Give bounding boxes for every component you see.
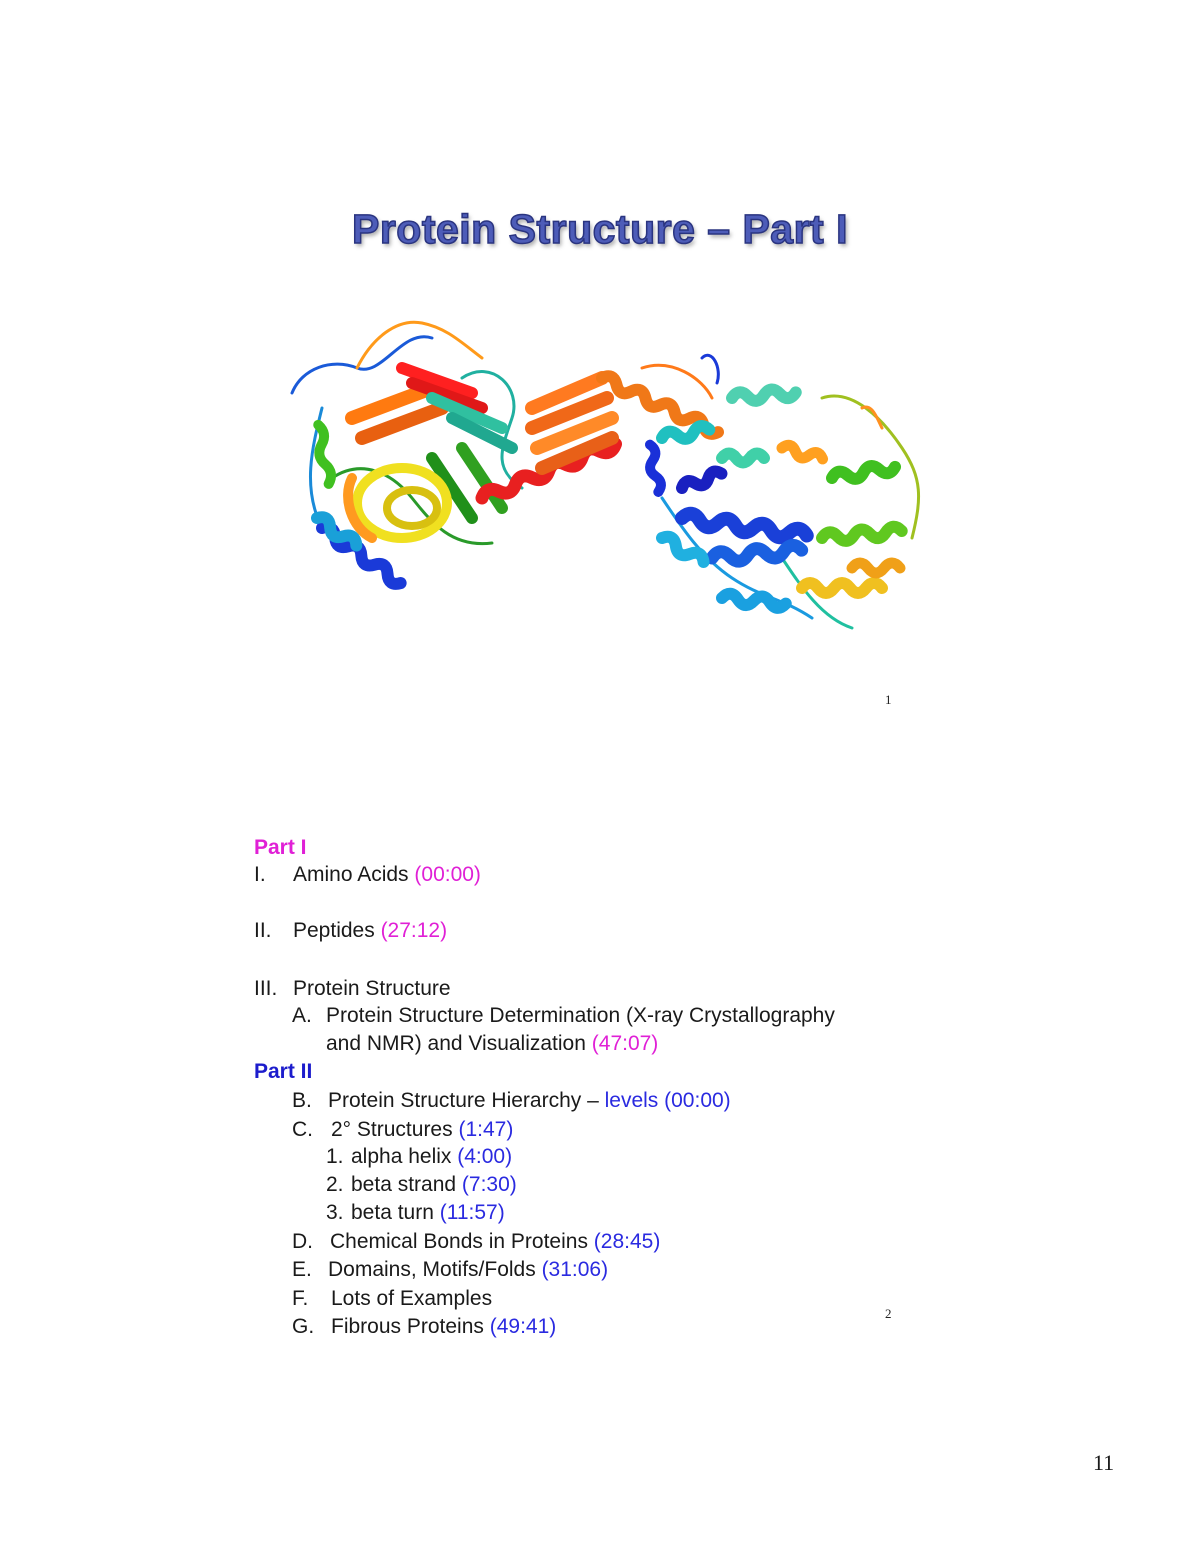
item-text: beta strand	[351, 1173, 462, 1196]
item-text: Amino Acids	[293, 863, 415, 886]
item-marker: F.	[292, 1287, 309, 1310]
item-time: (31:06)	[541, 1258, 609, 1281]
item-text: beta turn	[351, 1201, 440, 1224]
item-text: Protein Structure Determination (X-ray Crystallography	[326, 1004, 835, 1027]
item-text: Peptides	[293, 919, 381, 942]
slide-number: 1	[885, 692, 892, 707]
slide-number: 2	[885, 1306, 892, 1321]
item-text: Protein Structure	[293, 977, 451, 1000]
outline-item	[292, 1230, 660, 1254]
item-time: (00:00)	[414, 863, 481, 886]
item-time: (28:45)	[593, 1230, 661, 1253]
item-marker: 1.	[326, 1145, 344, 1168]
item-text: Chemical Bonds in Proteins	[330, 1230, 594, 1253]
item-time: (27:12)	[380, 919, 448, 942]
outline-item	[254, 919, 447, 943]
item-marker: III.	[254, 977, 278, 1000]
item-time: (4:00)	[457, 1145, 513, 1168]
item-marker: I.	[254, 863, 266, 886]
item-marker: G.	[292, 1315, 315, 1338]
item-text: Protein Structure Hierarchy –	[328, 1089, 605, 1112]
item-text: alpha helix	[351, 1145, 458, 1168]
protein-ribbon-structure-icon	[262, 298, 952, 663]
item-text: and NMR) and Visualization	[326, 1032, 592, 1055]
part1-heading: Part I	[254, 836, 307, 859]
item-text: Fibrous Proteins	[331, 1315, 490, 1338]
item-time: (49:41)	[489, 1315, 557, 1338]
item-time: (11:57)	[439, 1201, 505, 1224]
item-marker: C.	[292, 1118, 313, 1141]
outline-item	[292, 1287, 492, 1311]
item-time: levels (00:00)	[604, 1089, 731, 1112]
item-time: (7:30)	[461, 1173, 517, 1196]
outline-item	[254, 977, 451, 1001]
item-marker: B.	[292, 1089, 312, 1112]
item-marker: 3.	[326, 1201, 344, 1224]
item-time: (1:47)	[458, 1118, 514, 1141]
item-marker: 2.	[326, 1173, 344, 1196]
item-marker: II.	[254, 919, 272, 942]
outline-item	[292, 1315, 556, 1339]
outline-item-continuation	[326, 1032, 658, 1056]
outline-item	[292, 1118, 513, 1142]
part2-heading: Part II	[254, 1060, 313, 1083]
item-text: Lots of Examples	[331, 1287, 493, 1310]
outline-item	[292, 1089, 731, 1113]
item-text: 2° Structures	[331, 1118, 459, 1141]
page-number: 11	[1093, 1450, 1115, 1475]
item-marker: D.	[292, 1230, 313, 1253]
slide-title: Protein Structure – Part I	[351, 206, 848, 252]
item-marker: A.	[292, 1004, 312, 1027]
outline-item	[292, 1004, 835, 1028]
outline-item	[254, 863, 481, 887]
outline-subitem	[326, 1201, 505, 1225]
outline-subitem	[326, 1173, 517, 1197]
item-text: Domains, Motifs/Folds	[328, 1258, 542, 1281]
outline-subitem	[326, 1145, 512, 1169]
item-time: (47:07)	[591, 1032, 659, 1055]
item-marker: E.	[292, 1258, 312, 1281]
outline-item	[292, 1258, 608, 1282]
